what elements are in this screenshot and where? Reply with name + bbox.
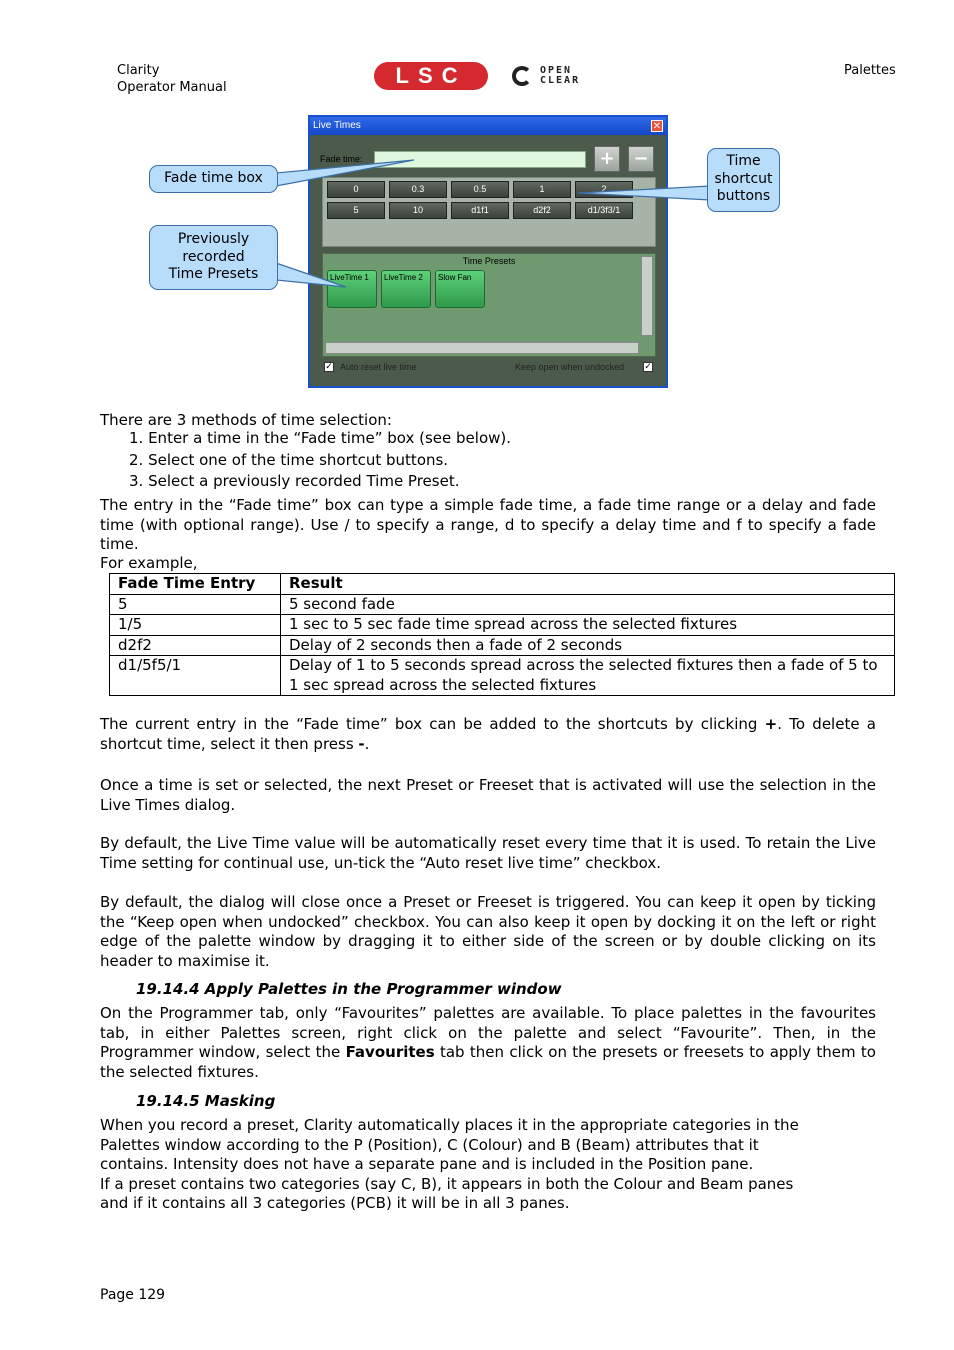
table-row xyxy=(110,635,895,656)
methods-list xyxy=(129,428,511,493)
table-row xyxy=(110,594,895,615)
once-paragraph: Once a time is set or selected, the next Preset or Freeset that is activated will use the selection in the Live Times dialog. xyxy=(100,776,876,814)
auto-reset-paragraph: By default, the Live Time value will be automatically reset every time that it is used. To retain the Live Time setting for continual use, un-tick the “Auto reset live time” checkbox. xyxy=(100,834,876,872)
shortcut-button[interactable]: 2 xyxy=(575,181,633,198)
time-preset-button[interactable]: LiveTime 1 xyxy=(327,270,377,308)
table-cell: Delay of 1 to 5 seconds spread across the selected fixtures then a fade of 5 to 1 sec spread across the selected fixtures xyxy=(281,656,895,696)
masking-paragraph: When you record a preset, Clarity automatically places it in the appropriate categories in the Palettes window according to the P (Position), C (Colour) and B (Beam) attributes that it contains. Intensity does not have a separate pane and is included in the Position pane. If a preset contains two categories (say C, B), it appears in both the Colour and Beam panes and if it contains all 3 categories (PCB) it will be in all 3 panes. xyxy=(100,1116,799,1212)
add-shortcut-button[interactable]: + xyxy=(594,146,620,172)
presets-pointer xyxy=(276,263,346,287)
table-cell: 5 xyxy=(110,594,281,615)
section-heading-masking: 19.14.5 Masking xyxy=(136,1092,276,1110)
shortcut-pointer xyxy=(578,186,710,200)
auto-reset-checkbox[interactable]: ✓ xyxy=(325,362,333,372)
table-header: Result xyxy=(281,574,895,595)
section-heading-programmer: 19.14.4 Apply Palettes in the Programmer window xyxy=(136,980,562,998)
keep-open-paragraph: By default, the dialog will close once a Preset or Freeset is triggered. You can keep it open by ticking the “Keep open when undocked” checkbox. You can also keep it open by docking it on the left or right edge of the palette window by dragging it to either side of the screen or by double clicking on its header to maximise it. xyxy=(100,893,876,970)
header-manual: Operator Manual xyxy=(117,80,227,95)
time-preset-button[interactable]: LiveTime 2 xyxy=(381,270,431,308)
shortcut-button[interactable]: d1f1 xyxy=(451,202,509,219)
auto-reset-label: Auto reset live time xyxy=(340,362,417,372)
time-preset-button[interactable]: Slow Fan xyxy=(435,270,485,308)
table-cell: 5 second fade xyxy=(281,594,895,615)
entry-paragraph: The entry in the “Fade time” box can type a simple fade time, a fade time range or a delay and fade time (with optional range). Use / to specify a range, d to specify a delay time and f to specify a fade time. xyxy=(100,496,876,553)
shortcut-button[interactable]: d1/3f3/1 xyxy=(575,202,633,219)
table-row xyxy=(110,656,895,696)
intro-text: There are 3 methods of time selection: xyxy=(100,411,392,429)
callout-previous-presets: Previously recorded Time Presets xyxy=(149,225,278,290)
shortcut-button[interactable]: 0 xyxy=(327,181,385,198)
list-item: 1. Enter a time in the “Fade time” box (see below). xyxy=(129,429,512,447)
for-example-text: For example, xyxy=(100,554,198,572)
table-cell: d1/5f5/1 xyxy=(110,656,281,696)
shortcut-button[interactable]: 10 xyxy=(389,202,447,219)
remove-shortcut-button[interactable]: − xyxy=(628,146,654,172)
table-cell: 1 sec to 5 sec fade time spread across the selected fixtures xyxy=(281,615,895,636)
table-cell: 1/5 xyxy=(110,615,281,636)
openclear-logo-text: OPEN CLEAR xyxy=(540,65,581,86)
shortcut-button[interactable]: 1 xyxy=(513,181,571,198)
header-section: Palettes xyxy=(844,63,896,78)
header-product: Clarity xyxy=(117,63,160,78)
dialog-title: Live Times xyxy=(313,120,361,131)
callout-shortcut-buttons: Time shortcut buttons xyxy=(707,148,780,212)
list-item: 2. Select one of the time shortcut buttons. xyxy=(129,450,449,469)
table-cell: d2f2 xyxy=(110,635,281,656)
time-presets-title: Time Presets xyxy=(462,256,516,266)
list-item: 3. Select a previously recorded Time Preset. xyxy=(129,472,460,490)
page-number: Page 129 xyxy=(100,1287,166,1303)
table-cell: Delay of 2 seconds then a fade of 2 seconds xyxy=(281,635,895,656)
table-header: Fade Time Entry xyxy=(110,574,281,595)
keep-open-checkbox[interactable]: ✓ xyxy=(644,362,652,372)
shortcut-button[interactable]: 0.5 xyxy=(451,181,509,198)
callout-pointers xyxy=(0,0,954,400)
keep-open-label: Keep open when undocked xyxy=(515,362,625,372)
table-row xyxy=(110,615,895,636)
callout-fade-time-box: Fade time box xyxy=(149,165,278,193)
lsc-logo: LSC xyxy=(374,62,488,90)
table-header-row xyxy=(110,574,895,595)
programmer-paragraph: On the Programmer tab, only “Favourites” palettes are available. To place palettes in the favourites tab, in either Palettes screen, right click on the palette and select “Favourite”. Then, in the Programmer window, select the Favourites tab then click on the presets or freesets to apply them to the selected fixtures. xyxy=(100,1004,876,1081)
fade-time-label: Fade time: xyxy=(320,154,363,164)
shortcut-button[interactable]: d2f2 xyxy=(513,202,571,219)
fade-time-table xyxy=(109,573,895,696)
shortcut-paragraph: The current entry in the “Fade time” box can be added to the shortcuts by clicking +. To delete a shortcut time, select it then press -. xyxy=(100,715,876,753)
close-icon[interactable]: ✕ xyxy=(652,121,662,132)
fade-time-pointer xyxy=(276,160,414,186)
shortcut-button[interactable]: 0.3 xyxy=(389,181,447,198)
shortcut-button[interactable]: 5 xyxy=(327,202,385,219)
